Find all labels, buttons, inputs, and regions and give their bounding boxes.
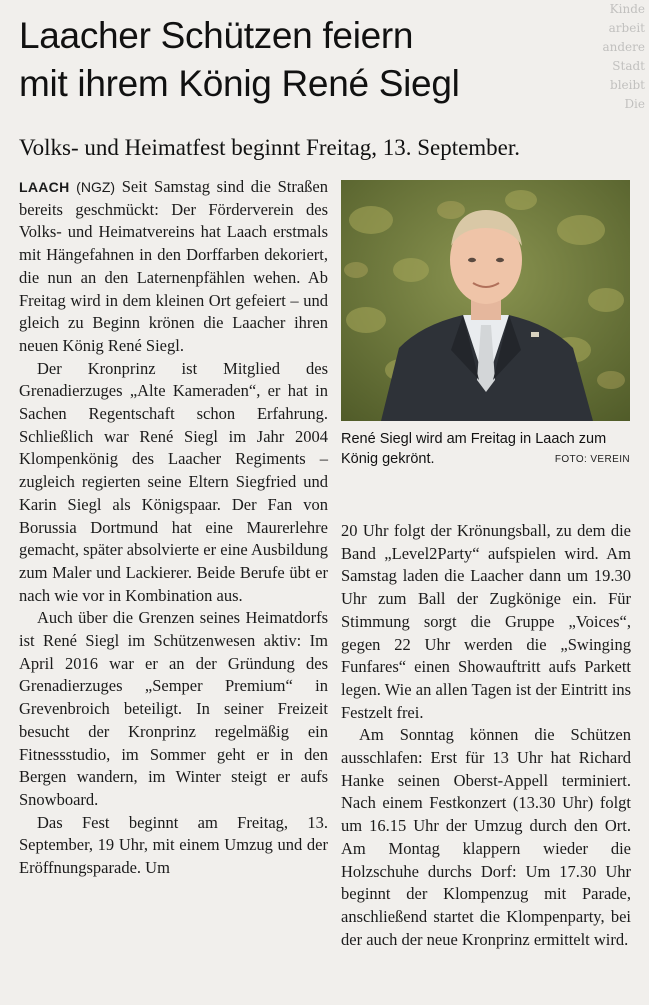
bleed-line: Kinde [609,2,645,16]
photo-caption: René Siegl wird am Freitag in Laach zum König gekrönt. [341,431,607,467]
photo-credit: FOTO: VEREIN [554,454,630,465]
article-column-1 [19,176,328,880]
body-paragraph: Der Kronprinz ist Mitglied des Grenadierzuges „Alte Kameraden“, er hat in Sachen Regentschaft schon Erfahrung. Schließlich war René Siegl im Jahr 2004 Klompenkönig des Laacher Regiments – zugleich regierten seine Eltern Siegfried und Karin Siegl als Königspaar. Der Fan von Borussia Dortmund hat eine Maurerlehre gemacht, später absolvierte er eine Ausbildung zum Maler und Lackierer. Beide Berufe übt er nach wie vor in Kombination aus. [19,358,328,605]
bleed-line: andere [602,40,645,54]
body-paragraph: Das Fest beginnt am Freitag, 13. September, 19 Uhr, mit einem Umzug und der Eröffnungsparade. Um [19,812,328,878]
bleed-line: Die [624,97,645,111]
portrait-photo [341,180,630,421]
headline-line-1: Laacher Schützen feiern [19,15,414,56]
article-subheadline: Volks- und Heimatfest beginnt Freitag, 13. September. [19,135,521,160]
bleed-line: bleibt [610,78,645,92]
headline-line-2: mit ihrem König René Siegl [19,63,460,104]
bleed-line: arbeit [608,21,645,35]
lead-text: Seit Samstag sind die Straßen bereits geschmückt: Der Förderverein des Volks- und Heimatvereins hat Laach erstmals mit Hängefahnen in den Dorffarben dekoriert, die nun an den Laternenpfählen wehen. Ab Freitag wird in dem kleinen Ort gefeiert – und gleich zu Beginn krönen die Laacher ihren neuen König René Siegl. [19,177,329,355]
portrait-photo-drawing [341,180,630,421]
dateline-source: (NGZ) [76,179,116,195]
article-headline [19,12,594,108]
article-column-2 [341,520,631,951]
body-paragraph: 20 Uhr folgt der Krönungsball, zu dem die Band „Level2Party“ aufspielen wird. Am Samstag laden die Laacher dann um 19.30 Uhr zum Ball der Zugkönige ein. Für Stimmung sorgt die Gruppe „Voices“, gegen 22 Uhr werden die „Swinging Funfares“ einen Showauftritt aufs Parkett legen. Wie an allen Tagen ist der Eintritt ins Festzelt frei. [341,521,631,722]
bleed-line: Stadt [612,59,645,73]
lead-paragraph [19,176,328,358]
body-paragraph: Am Sonntag können die Schützen ausschlafen: Erst für 13 Uhr hat Richard Hanke seinen Oberst-Appell terminiert. Nach einem Festkonzert (13.30 Uhr) folgt um 16.15 Uhr der Umzug durch den Ort. Am Montag klappern wieder die Holzschuhe durchs Dorf: Um 17.30 Uhr beginnt der Klompenzug mit Parade, anschließend startet die Klompenparty, bei der auch der neue Kronprinz ermittelt wird. [341,725,631,949]
dateline: LAACH [19,179,70,195]
body-paragraph: Auch über die Grenzen seines Heimatdorfs ist René Siegl im Schützenwesen aktiv: Im April 2016 war er an der Gründung des Grenadierzuges „Semper Premium“ in Grevenbroich beteiligt. In seiner Freizeit besucht der Kronprinz regelmäßig ein Fitnessstudio, im Sommer geht er in den Bergen wandern, im Winter steigt er aufs Snowboard. [19,608,328,809]
